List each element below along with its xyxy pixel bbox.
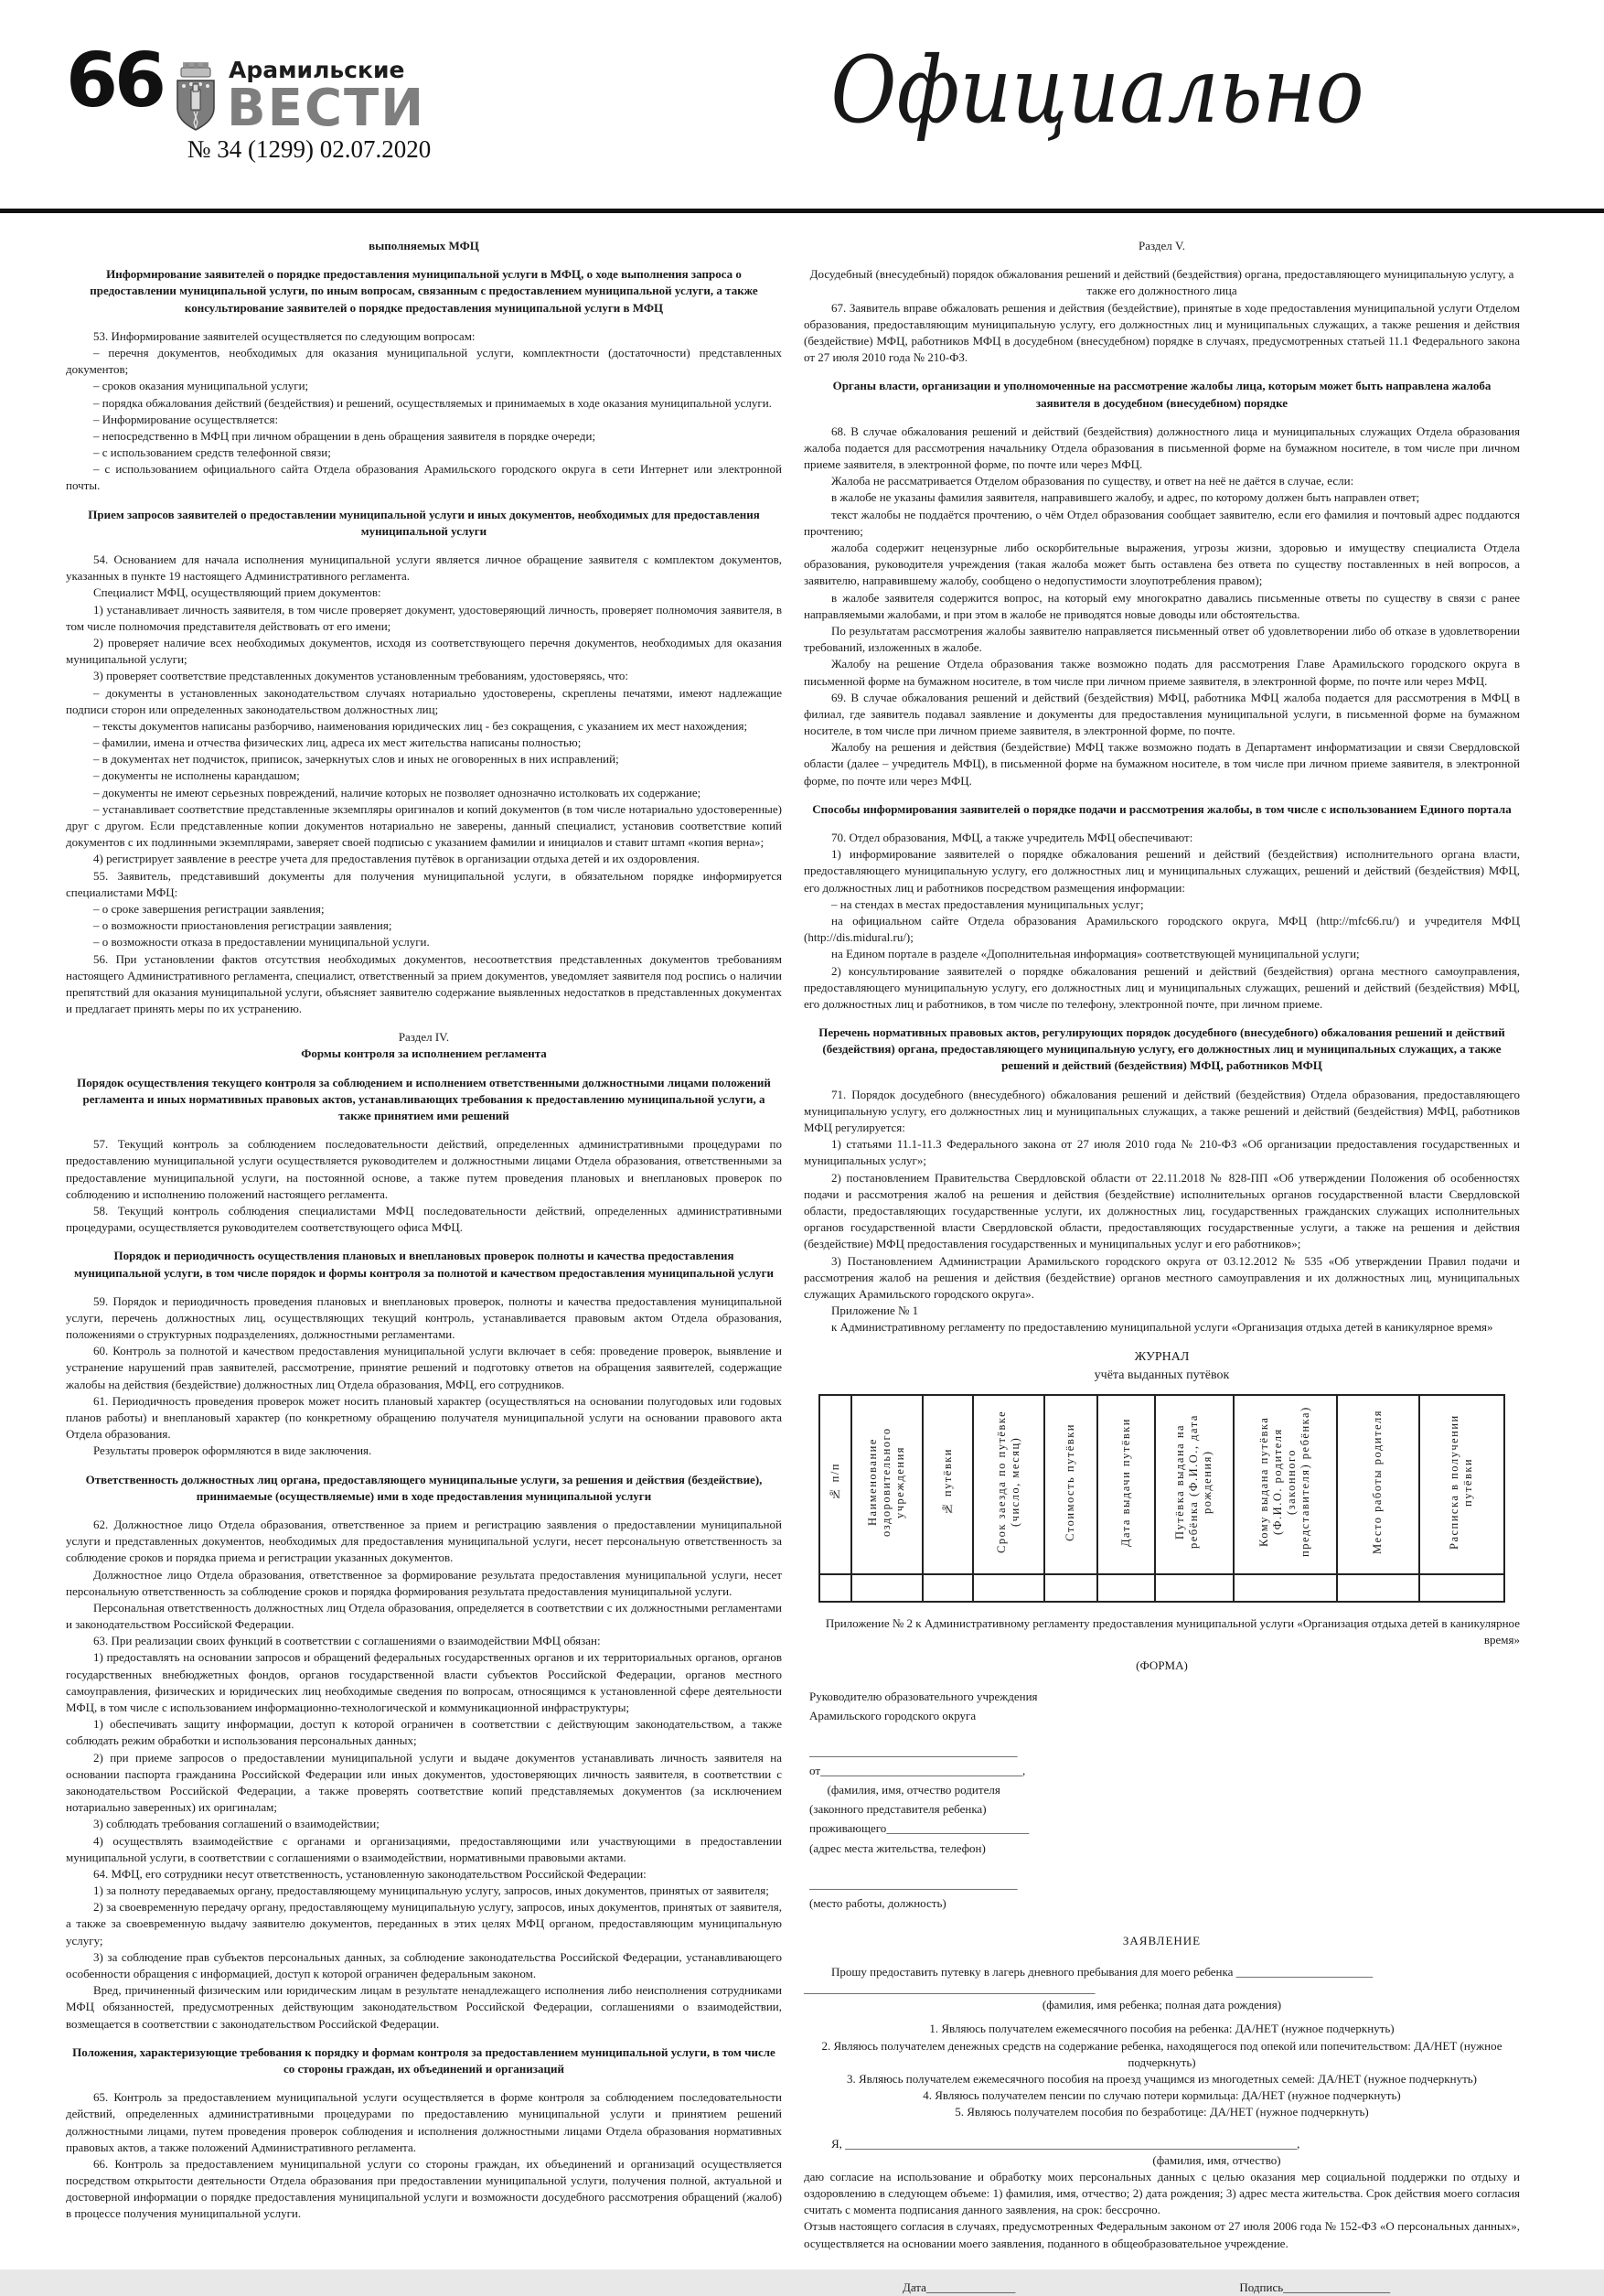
paragraph: 64. МФЦ, его сотрудники несут ответственность, установленную законодательством Российской Федерации: — [93, 1866, 647, 1881]
paragraph: 55. Заявитель, представивший документы для получения муниципальной услуги, в обязательном порядке информируется специалистами МФЦ: — [66, 868, 782, 899]
article-columns — [0, 213, 1604, 2296]
journal-subtitle: учёта выданных путёвок — [1094, 1368, 1230, 1383]
coat-of-arms-icon — [172, 60, 219, 132]
paragraph: Вред, причиненный физическим или юридическим лицам в результате ненадлежащего исполнения либо неисполнения сотрудниками МФЦ обязанностей, предусмотренных действующим законодательством Российской Федерации, соглашениями о взаимодействии, возмещается в соответствии с законодательством Российской Федерации. — [66, 1983, 782, 2031]
paragraph: 65. Контроль за предоставлением муниципальной услуги осуществляется в форме контроля за соблюдением последовательности действий, определенных административными процедурами по предоставлению муниципальной услуги и принятием решений должностными лицами, путем проведения проверок соблюдения и исполнения должностными лицами Отдела образования нормативных правовых актов, а также положений Административного регламента. — [66, 2090, 782, 2154]
paragraph: – о возможности отказа в предоставлении муниципальной услуги. — [93, 935, 430, 950]
journal-column-header: Расписка в получении путёвки — [1419, 1395, 1505, 1574]
paragraph: 1) за полноту передаваемых органу, предоставляющему муниципальную услугу, запросов, иных документов, принятых от заявителя; — [93, 1883, 769, 1898]
journal-table — [818, 1394, 1506, 1603]
signature-field: Подпись__________________ — [1239, 2280, 1391, 2294]
statement-request-line: Прошу предоставить путевку в лагерь дневного пребывания для моего ребенка _______________________ — [831, 1964, 1374, 1979]
journal-empty-cell — [1155, 1574, 1234, 1602]
consent-paragraph-1: даю согласие на использование и обработку моих персональных данных с целью оказания мер социальной поддержки по отдыху и оздоровлению в следующем объеме: 1) фамилия, имя, отчество; 2) дата рождения; 3) адрес места жительства. Срок действия моего согласия считать с момента подписания данного заявления, на срок: бессрочно. — [804, 2169, 1520, 2217]
paragraph: в жалобе заявителя содержится вопрос, на который ему многократно давались письменные ответы по существу в связи с ранее направляемыми жалобами, и при этом в жалобе не приводятся новые доводы или обстоятельства. — [804, 590, 1520, 621]
consent-paragraph-2: Отзыв настоящего согласия в случаях, предусмотренных Федеральным законом от 27 июля 2006 года № 152-ФЗ «О персональных данных», осуществляется на основании моего заявления, поданного в общеобразовательное учреждение. — [804, 2219, 1520, 2250]
paragraph: Приложение № 1 — [831, 1304, 919, 1318]
section-heading: Ответственность должностных лиц органа, предоставляющего муниципальные услуги, за решения и действия (бездействие), принимаемые (осуществляемые) ими в ходе предоставления муниципальной услуги — [85, 1472, 763, 1503]
paragraph: Жалобу на решения и действия (бездействие) МФЦ также возможно подать в Департамент информатизации и связи Свердловской области (далее – учредитель МФЦ), в письменной форме на бумажном носителе, в том числе при личном приеме заявителя, в электронной форме, по почте или через МФЦ. — [804, 740, 1520, 788]
section-heading: выполняемых МФЦ — [369, 239, 479, 252]
paragraph: в жалобе не указаны фамилия заявителя, направившего жалобу, и адрес, по которому должен быть направлен ответ; — [831, 490, 1420, 505]
issue-number-date: № 34 (1299) 02.07.2020 — [187, 135, 432, 163]
paragraph: – фамилии, имена и отчества физических лиц, адреса их мест жительства написаны полностью; — [93, 735, 582, 750]
journal-column-header: Наименование оздоровительного учреждения — [851, 1395, 923, 1574]
statement-item: 2. Являюсь получателем денежных средств на содержание ребенка, находящегося под опекой или попечительством: ДА/НЕТ (нужное подчеркнуть) — [821, 2038, 1502, 2069]
section-heading: Перечень нормативных правовых актов, регулирующих порядок досудебного (внесудебного) обжалования решений и действий (бездействия) органа, предоставляющего муниципальную услугу, его должностных лиц и муниципальных служащих, а также решений и действий (бездействия) МФЦ, работников МФЦ — [818, 1025, 1505, 1073]
journal-empty-cell — [973, 1574, 1044, 1602]
paragraph: 4) регистрирует заявление в реестре учета для предоставления путёвок в организации отдыха детей и их оздоровления. — [93, 852, 700, 866]
paragraph: – Информирование осуществляется: — [93, 412, 279, 426]
journal-title: ЖУРНАЛ — [1134, 1350, 1190, 1365]
journal-column-header: Путёвка выдана на ребёнка (Ф.И.О., дата рождения) — [1155, 1395, 1234, 1574]
section-heading: Способы информирования заявителей о порядке подачи и рассмотрения жалобы, в том числе с использованием Единого портала — [812, 801, 1512, 816]
journal-column-header: Кому выдана путёвка (Ф.И.О. родителя (законного представителя) ребёнка) — [1234, 1395, 1337, 1574]
paragraph: 1) обеспечивать защиту информации, доступ к которой ограничен в соответствии с действующим законодательством, а также соблюдать режим обработки и использования персональных данных; — [66, 1717, 782, 1748]
masthead — [0, 0, 1604, 213]
section-label: Раздел V. — [1139, 239, 1185, 252]
statement-request-caption: (фамилия, имя ребенка; полная дата рождения) — [1042, 1998, 1282, 2012]
paragraph: 59. Порядок и периодичность проведения плановых и внеплановых проверок, полноты и качества предоставления муниципальной услуги, перечень должностных лиц, осуществляющих текущий контроль, устанавливается правовым актом Отдела образования, положениями о структурных подразделениях, должностными регламентами. — [66, 1293, 782, 1342]
paragraph: Жалобу на решение Отдела образования также возможно подать для рассмотрения Главе Арамильского городского округа в письменной форме на бумажном носителе, в том числе при личном приеме заявителя, в электронной форме, по почте или через МФЦ. — [804, 657, 1520, 688]
application-form-header — [809, 1687, 1248, 1912]
journal-empty-cell — [851, 1574, 923, 1602]
paragraph: 3) за соблюдение прав субъектов персональных данных, за соблюдение законодательства Российской Федерации, устанавливающего особенности обращения с информацией, доступ к которой ограничен федеральным законом. — [66, 1949, 782, 1980]
paragraph: 4) осуществлять взаимодействие с органами и организациями, предоставляющими или участвующими в предоставлении муниципальной услуги, в соответствии с соглашениями о взаимодействии, нормативными правовыми актами. — [66, 1833, 782, 1864]
paragraph: – документы в установленных законодательством случаях нотариально удостоверены, скреплены печатями, имеют надлежащие подписи сторон или определенных законодательством должностных лиц; — [66, 685, 782, 716]
paragraph: 1) предоставлять на основании запросов и обращений федеральных государственных органов и их территориальных органов, органов государственных внебюджетных фондов, органов государственной власти субъектов Российской Федерации, органов местного самоуправления, физических и юридических лиц необходимые сведения по вопросам, относящимся к установленной сфере деятельности МФЦ, в том числе с использованием информационно-технологической и коммуникационной инфраструктуры; — [66, 1650, 782, 1714]
left-column — [66, 226, 782, 2296]
date-field: Дата_______________ — [903, 2280, 1016, 2294]
section-label: Раздел IV. — [398, 1030, 450, 1045]
page-number: 66 — [66, 38, 164, 124]
section-heading: Порядок осуществления текущего контроля за соблюдением и исполнением ответственными должностными лицами положений регламента и иных нормативных правовых актов, устанавливающих требования к предоставлению муниципальной услуги, а также принятием ими решений — [77, 1075, 771, 1122]
journal-empty-cell — [1234, 1574, 1337, 1602]
paragraph: 2) проверяет наличие всех необходимых документов, исходя из соответствующего перечня документов, необходимых для оказания муниципальной услуги; — [66, 635, 782, 667]
paragraph: 60. Контроль за полнотой и качеством предоставления муниципальной услуги включает в себя: проведение проверок, выявление и устранение нарушений прав заявителей, рассмотрение, принятие решений и подготовку ответов на обращения заявителей, содержащие жалобы на действия (бездействие) должностных лиц Отдела образования, МФЦ, его сотрудников. — [66, 1344, 782, 1391]
journal-column-header: Стоимость путёвки — [1044, 1395, 1098, 1574]
paragraph: – о возможности приостановления регистрации заявления; — [93, 918, 392, 933]
paragraph: 2) при приеме запросов о предоставлении муниципальной услуги и выдаче документов устанавливать личность заявителя на основании паспорта гражданина Российской Федерации или иных документов, удостоверяющих личность заявителя, в соответствии с законодательством Российской Федерации, а также проверять соответствие копий представляемых документов (за исключением нотариально заверенных) их оригиналам; — [66, 1750, 782, 1815]
paragraph: 57. Текущий контроль за соблюдением последовательности действий, определенных административными процедурами по предоставлению муниципальной услуги осуществляется руководителем и должностными лицами Отдела образования, ответственными за предоставление муниципальной услуги, на постоянной основе, а также путем проведения плановых и внеплановых проверок по соблюдению и исполнению положений настоящего регламента. — [66, 1137, 782, 1201]
paragraph: 3) проверяет соответствие представленных документов установленным требованиям, удостоверяясь, что: — [93, 669, 628, 683]
journal-empty-cell — [1337, 1574, 1419, 1602]
paragraph: текст жалобы не поддаётся прочтению, о чём Отдел образования сообщает заявителю, если его фамилия и почтовый адрес поддаются прочтению; — [804, 507, 1520, 538]
paragraph: – с использованием официального сайта Отдела образования Арамильского городского округа в сети Интернет или электронной почты. — [66, 462, 782, 493]
journal-column-header: № путёвки — [923, 1395, 973, 1574]
section-heading: Органы власти, организации и уполномоченные на рассмотрение жалобы лица, которым может быть направлена жалоба заявителя в досудебном (внесудебном) порядке — [832, 379, 1492, 410]
paragraph: 61. Периодичность проведения проверок может носить плановый характер (осуществляться на основании полугодовых или годовых планов работы) и внеплановый характер (по конкретному обращению получателя муниципальной услуги на основании правового акта Отдела образования. — [66, 1393, 782, 1442]
paragraph: 2) консультирование заявителей о порядке обжалования решений и действий (бездействия) органа местного самоуправления, предоставляющего муниципальную услугу, его должностных лиц и муниципальных служащих, решений и действий (бездействия) МФЦ, его должностных лиц и работников, в том числе по телефону, электронной почте, при личном приеме. — [804, 963, 1520, 1011]
section-heading: Формы контроля за исполнением регламента — [301, 1046, 547, 1061]
paragraph: Специалист МФЦ, осуществляющий прием документов: — [93, 585, 381, 600]
paragraph: По результатам рассмотрения жалобы заявителю направляется письменный ответ об удовлетворении либо об отказе в удовлетворении требований, изложенных в жалобе. — [804, 623, 1520, 655]
paragraph: 1) статьями 11.1-11.3 Федерального закона от 27 июля 2010 года № 210-ФЗ «Об организации предоставления государственных и муниципальных услуг»; — [804, 1137, 1520, 1168]
right-column — [804, 226, 1520, 2296]
paragraph: 70. Отдел образования, МФЦ, а также учредитель МФЦ обеспечивают: — [831, 831, 1193, 844]
statement-item: 5. Являюсь получателем пособия по безработице: ДА/НЕТ (нужное подчеркнуть) — [955, 2105, 1369, 2119]
newspaper-name-top: Арамильские — [229, 57, 405, 83]
paragraph: 54. Основанием для начала исполнения муниципальной услуги является личное обращение заявителя с комплектом документов, указанных в пункте 19 настоящего Административного регламента. — [66, 553, 782, 584]
paragraph: 3) соблюдать требования соглашений о взаимодействии; — [93, 1817, 380, 1831]
statement-title: ЗАЯВЛЕНИЕ — [1122, 1933, 1202, 1947]
paragraph: – тексты документов написаны разборчиво, наименования юридических лиц - без сокращения, с указанием их мест нахождения; — [93, 718, 748, 733]
paragraph: 58. Текущий контроль соблюдения специалистами МФЦ последовательности действий, определенных административными процедурами, осуществляется руководителем соответствующего офиса МФЦ. — [66, 1203, 782, 1235]
paragraph: – документы не имеют серьезных повреждений, наличие которых не позволяет однозначно истолковать их содержание; — [93, 785, 701, 799]
paragraph: Результаты проверок оформляются в виде заключения. — [93, 1443, 372, 1458]
right-column-text — [804, 238, 1520, 1336]
form-text-line: (фамилия, имя, отчество родителя — [809, 1783, 1000, 1797]
paragraph: 2) за своевременную передачу органу, предоставляющему муниципальную услугу, запросов, иных документов, принятых от заявителя, а также за своевременную выдачу заявителю документов, переданных в этих целях МФЦ органом, предоставляющим муниципальную услугу; — [66, 1900, 782, 1947]
paragraph: 71. Порядок досудебного (внесудебного) обжалования решений и действий (бездействия) Отдела образования, предоставляющего муниципальную услугу, его должностных лиц и муниципальных служащих, а также решений и действий (бездействия) МФЦ, работников МФЦ регулируется: — [804, 1087, 1520, 1134]
signature-row — [804, 2280, 1520, 2296]
journal-empty-row — [819, 1574, 1505, 1602]
form-text-line: Руководителю образовательного учреждения — [809, 1690, 1038, 1704]
paragraph: – перечня документов, необходимых для оказания муниципальной услуги, комплектности (достаточности) представленных документов; — [66, 345, 782, 377]
paragraph: на Едином портале в разделе «Дополнительная информация» соответствующей муниципальной услуги; — [831, 947, 1360, 961]
journal-header-row — [819, 1395, 1505, 1574]
journal-column-header: Срок заезда по путёвке (число, месяц) — [973, 1395, 1044, 1574]
forma-label: (ФОРМА) — [1136, 1658, 1188, 1672]
form-fill-in-line: ___________________________________ — [809, 1744, 1018, 1759]
section-heading: Прием запросов заявителей о предоставлении муниципальной услуги и иных документов, необходимых для предоставления муниципальной услуги — [88, 507, 760, 538]
consent-opening-line: Я, ____________________________________________________________________________, — [831, 2136, 1300, 2151]
form-text-line: (адрес места жительства, телефон) — [809, 1840, 986, 1855]
journal-column-header: Дата выдачи путёвки — [1097, 1395, 1154, 1574]
paragraph: жалоба содержит нецензурные либо оскорбительные выражения, угрозы жизни, здоровью и имуществу специалиста Отдела образования, руководителя учреждения (такая жалоба может быть оставлена без ответа по существу поставленных в ней вопросов, а заявителю, направившему жалобу, сообщено о недопустимости злоупотребления правом); — [804, 541, 1520, 588]
paragraph: 66. Контроль за предоставлением муниципальной услуги со стороны граждан, их объединений и организаций осуществляется посредством открытости деятельности Отдела образования при предоставлении муниципальной услуги, получения полной, актуальной и достоверной информации о порядке предоставления муниципальной услуги и возможности досудебного рассмотрения обращений (жалоб) в процессе получения муниципальной услуги. — [66, 2156, 782, 2221]
paragraph: – сроков оказания муниципальной услуги; — [93, 379, 309, 393]
paragraph: – непосредственно в МФЦ при личном обращении в день обращения заявителя в порядке очереди; — [93, 428, 596, 443]
paragraph: – документы не исполнены карандашом; — [93, 768, 300, 783]
paragraph: 56. При установлении фактов отсутствия необходимых документов, несоответствия представленных документов требованиям настоящего Административного регламента, специалист, ответственный за прием документов, уведомляет заявителя под роспись о наличии препятствий для оказания муниципальной услуги, объясняет заявителю содержание выявленных недостатков в представленных документах и предлагает принять меры по их устранению. — [66, 951, 782, 1016]
paragraph: 68. В случае обжалования решений и действий (бездействия) должностного лица и муниципальных служащих Отдела образования жалоба подается для рассмотрения начальнику Отдела образования в письменной форме на бумажном носителе, в том числе при личном приеме заявителя, в электронной форме, по почте или через МФЦ. — [804, 424, 1520, 472]
statement-item: 4. Являюсь получателем пенсии по случаю потери кормильца: ДА/НЕТ (нужное подчеркнуть) — [923, 2088, 1401, 2103]
form-text-line — [809, 1725, 1248, 1742]
statement-request-underline: _________________________________________________ — [804, 1981, 1096, 1996]
journal-empty-cell — [1097, 1574, 1154, 1602]
paragraph: 1) информирование заявителей о порядке обжалования решений и действий (бездействия) исполнительного органа власти, предоставляющего муниципальную услугу, его должностных лиц и муниципальных служащих, решений и действий (бездействия) МФЦ, его должностных лиц и работников посредством размещения информации: — [804, 847, 1520, 895]
journal-empty-cell — [923, 1574, 973, 1602]
form-fill-in-line: от__________________________________, — [809, 1764, 1026, 1778]
form-text-line: (место работы, должность) — [809, 1895, 946, 1910]
section-title: Официально — [830, 37, 1364, 144]
form-text-line: (законного представителя ребенка) — [809, 1802, 987, 1817]
journal-column-header: № п/п — [819, 1395, 851, 1574]
paragraph: 62. Должностное лицо Отдела образования, ответственное за прием и регистрацию заявления о предоставлении муниципальной услуги и представленных документов, необходимых для предоставления муниципальной услуги, несет персональную ответственность за соблюдение сроков и порядка приема и регистрации указанных документов. — [66, 1517, 782, 1565]
paragraph: Персональная ответственность должностных лиц Отдела образования, определяется в соответствии с их должностными регламентами и законодательством Российской Федерации. — [66, 1600, 782, 1632]
paragraph: – на стендах в местах предоставления муниципальных услуг; — [831, 896, 1144, 911]
section-heading: Информирование заявителей о порядке предоставления муниципальной услуги в МФЦ, о ходе выполнения запроса о предоставлении муниципальной услуги, по иным вопросам, связанным с предоставлением муниципальной услуги, а также консультирование заявителей о порядке предоставления муниципальной услуги в МФЦ — [90, 267, 758, 315]
paragraph: к Административному регламенту по предоставлению муниципальной услуги «Организация отдыха детей в каникулярное время» — [831, 1320, 1493, 1335]
journal-empty-cell — [1044, 1574, 1098, 1602]
paragraph: Должностное лицо Отдела образования, ответственное за формирование результата предоставления муниципальной услуги, несет персональную ответственность за соблюдение сроков и порядка формирования результата предоставления муниципальной услуги. — [66, 1567, 782, 1598]
consent-caption: (фамилия, имя, отчество) — [1152, 2152, 1281, 2167]
section-heading: Положения, характеризующие требования к порядку и формам контроля за предоставлением муниципальной услуги, в том числе со стороны граждан, их объединений и организаций — [72, 2044, 775, 2076]
statement-item: 3. Являюсь получателем ежемесячного пособия на проезд учащимся из многодетных семей: ДА/НЕТ (нужное подчеркнуть) — [846, 2071, 1478, 2086]
paragraph: 2) постановлением Правительства Свердловской области от 22.11.2018 № 828-ПП «Об утверждении Положения об особенностях подачи и рассмотрения жалоб на решения и действия (бездействие) исполнительных органов государственной власти Свердловской области, предоставляющих государственные услуги, их должностных лиц, государственных гражданских служащих исполнительных органов государственной власти Свердловской области, предоставляющих государственные услуги, а также на решения и действия (бездействие) МФЦ предоставления государственных и муниципальных услуг и его работников»; — [804, 1170, 1520, 1251]
paragraph: 1) устанавливает личность заявителя, в том числе проверяет документ, удостоверяющий личность, проверяет полномочия заявителя, в том числе полномочия представителя действовать от его имени; — [66, 602, 782, 633]
journal-column-header: Место работы родителя — [1337, 1395, 1419, 1574]
statement-item: 1. Являюсь получателем ежемесячного пособия на ребенка: ДА/НЕТ (нужное подчеркнуть) — [929, 2022, 1395, 2036]
form-text-line — [809, 1858, 1248, 1874]
journal-empty-cell — [1419, 1574, 1505, 1602]
journal-empty-cell — [819, 1574, 851, 1602]
paragraph: 69. В случае обжалования решений и действий (бездействия) МФЦ, работника МФЦ жалоба подается для рассмотрения в МФЦ в филиал, где заявитель подавал заявление и документы для предоставления муниципальной услуги, в письменной форме на бумажном носителе, в том числе при личном приеме заявителя, в электронной форме, по почте. — [804, 690, 1520, 738]
paragraph: 53. Информирование заявителей осуществляется по следующим вопросам: — [93, 328, 476, 343]
form-fill-in-line: ___________________________________ — [809, 1876, 1018, 1891]
section-heading: Порядок и периодичность осуществления плановых и внеплановых проверок полноты и качества предоставления муниципальной услуги, в том числе порядок и формы контроля за полнотой и качеством предоставления муниципальной услуги — [73, 1249, 775, 1280]
paragraph: – о сроке завершения регистрации заявления; — [93, 901, 325, 916]
paragraph: 67. Заявитель вправе обжаловать решения и действия (бездействие), принятые в ходе предоставления муниципальной услуги Отделом образования, предоставляющим муниципальную услугу, его должностных лиц и муниципальных служащих, а также решения и действия (бездействие) МФЦ, работников МФЦ в досудебном (внесудебном) порядке в случаях, предусмотренных статьей 11.1 Федерального закона от 27 июля 2010 года № 210-ФЗ. — [804, 300, 1520, 365]
statement-items — [804, 2021, 1520, 2120]
paragraph: – с использованием средств телефонной связи; — [93, 445, 331, 460]
paragraph: – устанавливает соответствие представленные экземпляры оригиналов и копий документов (в том числе нотариально удостоверенные) друг с другом. Если представленные копии документов нотариально не заверены, данный специалист, установив соответствие копий документов с их подлинными экземплярами, заверяет своей подписью с указанием фамилии и инициалов и ставит штамп «копия верна»; — [66, 801, 782, 850]
section-label: Досудебный (внесудебный) порядок обжалования решений и действий (бездействия) органа, предоставляющего муниципальную услугу, а также его должностного лица — [809, 267, 1514, 298]
paragraph: 3) Постановлением Администрации Арамильского городского округа от 03.12.2012 № 535 «Об утверждении Правил подачи и рассмотрения жалоб на решения и действия (бездействие) органов местного самоуправления и их должностных лиц, муниципальных служащих Арамильского городского округа». — [804, 1253, 1520, 1301]
paragraph: – в документах нет подчисток, приписок, зачеркнутых слов и иных не оговоренных в них исправлений; — [93, 752, 619, 767]
paragraph: на официальном сайте Отдела образования Арамильского городского округа, МФЦ (http://mfc66.ru/) и учредителя МФЦ (http://dis.midural.ru/); — [804, 913, 1520, 945]
paragraph: 63. При реализации своих функций в соответствии с соглашениями о взаимодействии МФЦ обязан: — [93, 1634, 601, 1648]
paragraph: Жалоба не рассматривается Отделом образования по существу, и ответ на неё не даётся в случае, если: — [831, 474, 1354, 488]
form-fill-in-line: проживающего________________________ — [809, 1821, 1030, 1836]
paragraph: – порядка обжалования действий (бездействия) и решений, осуществляемых и принимаемых в ходе оказания муниципальной услуги. — [93, 395, 772, 410]
newspaper-name-bottom: ВЕСТИ — [227, 79, 426, 138]
form-text-line: Арамильского городского округа — [809, 1709, 977, 1723]
appendix-2-caption: Приложение № 2 к Административному регламенту предоставления муниципальной услуги «Организация отдыха детей в каникулярное время» — [825, 1615, 1520, 1647]
